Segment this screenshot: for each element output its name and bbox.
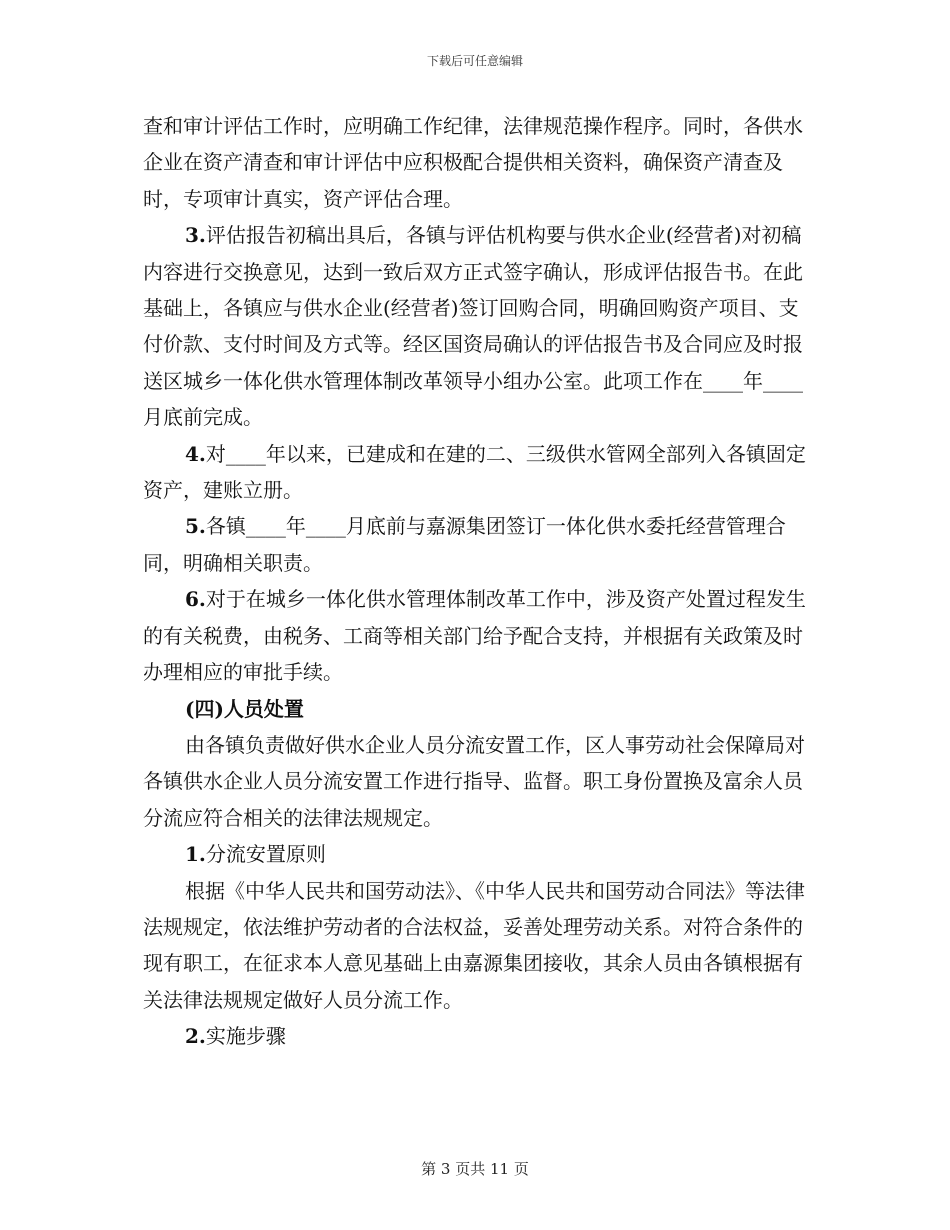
paragraph-principle: 根据《中华人民共和国劳动法》、《中华人民共和国劳动合同法》等法律法规规定，依法维护劳动者的合法权益，妥善处理劳动关系。对符合条件的现有职工，在征求本人意见基础上由嘉源集团接收，其余人员由各镇根据有关法律法规规定做好人员分流工作。: [143, 878, 805, 1012]
list-item-6: 6.对于在城乡一体化供水管理体制改革工作中，涉及资产处置过程发生的有关税费，由税务、工商等相关部门给予配合支持，并根据有关政策及时办理相应的审批手续。: [143, 587, 806, 685]
list-item-5: 5.各镇____年____月底前与嘉源集团签订一体化供水委托经营管理合同，明确相关职责。: [143, 514, 786, 575]
subheading-2: 2.实施步骤: [185, 1024, 286, 1049]
section-heading: (四)人员处置: [185, 696, 304, 721]
page-footer: 第 3 页共 11 页: [421, 1160, 529, 1178]
list-item-4: 4.对____年以来，已建成和在建的二、三级供水管网全部列入各镇固定资产，建账立册。: [143, 441, 806, 503]
paragraph-continued: 查和审计评估工作时，应明确工作纪律，法律规范操作程序。同时，各供水企业在资产清查和审计评估中应积极配合提供相关资料，确保资产清查及时，专项审计真实，资产评估合理。: [143, 114, 803, 211]
paragraph-personnel: 由各镇负责做好供水企业人员分流安置工作，区人事劳动社会保障局对各镇供水企业人员分流安置工作进行指导、监督。职工身份置换及富余人员分流应符合相关的法律法规规定。: [143, 732, 805, 830]
document-body: [143, 108, 811, 1055]
subheading-1: 1.分流安置原则: [185, 842, 326, 867]
list-item-3: 3.评估报告初稿出具后，各镇与评估机构要与供水企业(经营者)对初稿内容进行交换意见，达到一致后双方正式签字确认，形成评估报告书。在此基础上，各镇应与供水企业(经营者)签订回购合同，明确回购资产项目、支付价款、支付时间及方式等。经区国资局确认的评估报告书及合同应及时报送区城乡一体化供水管理体制改革领导小组办公室。此项工作在____年____月底前完成。: [143, 223, 803, 430]
page-header: 下载后可任意编辑: [426, 54, 523, 68]
